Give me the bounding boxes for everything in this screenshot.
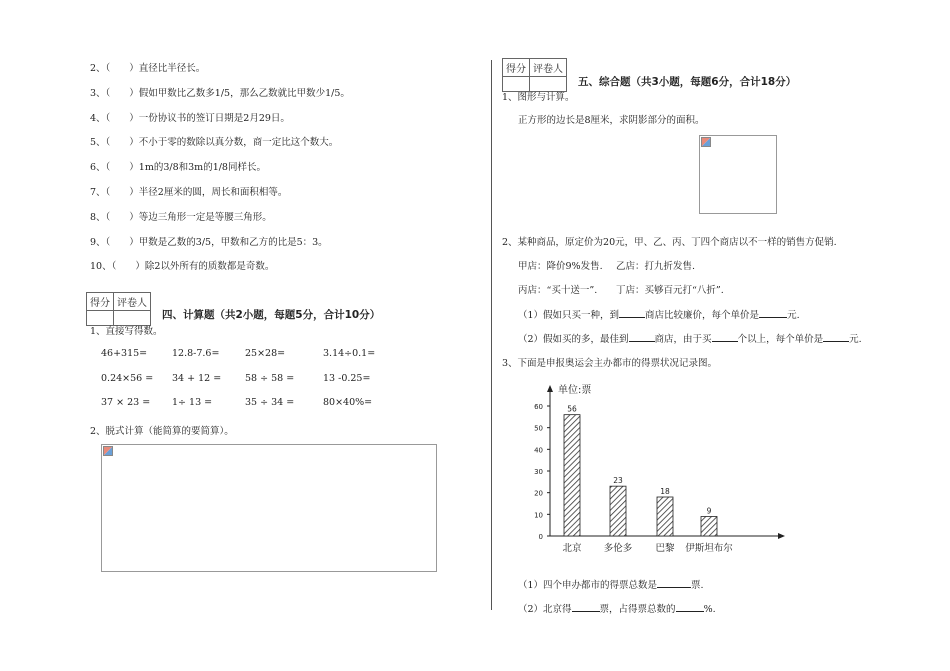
calc-expression: 25×28= [245, 348, 286, 359]
tf-item: 7、（ ）半径2厘米的圆，周长和面积相等。 [90, 187, 288, 198]
tf-item: 5、（ ）不小于零的数除以真分数，商一定比这个数大。 [90, 137, 339, 149]
blank-percent[interactable] [676, 601, 704, 612]
y-tick-label: 60 [534, 403, 543, 411]
calc-expression: 13 -0.25= [323, 373, 371, 384]
bar [701, 517, 717, 537]
q3-sub1 [518, 577, 704, 591]
category-label: 多伦多 [603, 543, 633, 554]
bar-value-label: 9 [706, 506, 712, 516]
calc-expression: 12.8-7.6= [172, 348, 220, 359]
shop-b: 乙店：打九折发售. [616, 261, 696, 272]
q2-sub1-text-a: （1）假如只买一种，到 [518, 310, 620, 321]
q3-sub2-text-a: （2）北京得 [518, 604, 572, 615]
q1-label: 1、图形与计算。 [502, 92, 575, 103]
q3-sub1-text-a: （1）四个申办都市的得票总数是 [518, 580, 658, 591]
shop-c: 丙店：“买十送一”. [518, 285, 598, 296]
q2-sub2-text-b: 商店，由于买 [654, 334, 712, 345]
y-tick-label: 0 [538, 533, 543, 541]
blank-total[interactable] [657, 577, 691, 588]
image-placeholder-icon [103, 446, 113, 456]
y-axis-arrow [547, 385, 553, 392]
section4-title: 四、计算题（共2小题，每题5分，合计10分） [162, 309, 381, 321]
blank-shop[interactable] [629, 331, 655, 342]
blank-shop[interactable] [619, 307, 645, 318]
bar-value-label: 56 [567, 404, 577, 414]
tf-item: 3、（ ）假如甲数比乙数多1/5，那么乙数就比甲数少1/5。 [90, 87, 350, 99]
calc-q2-label: 2、脱式计算（能简算的要简算）。 [90, 426, 234, 437]
grader-header: 评卷人 [530, 59, 567, 77]
y-tick-label: 10 [534, 511, 543, 520]
calc-expression: 80×40%= [323, 397, 373, 408]
y-tick-label: 30 [534, 468, 543, 476]
y-tick-label: 20 [534, 489, 543, 498]
score-box-section4 [86, 292, 151, 326]
tf-item: 10、（ ）除2以外所有的质数都是奇数。 [90, 261, 275, 273]
calc-expression: 34 + 12 = [172, 373, 222, 384]
q3-sub2-text-b: 票，占得票总数的 [599, 604, 676, 615]
calc-expression: 0.24×56 = [101, 373, 154, 384]
q3-sub1-text-b: 票. [691, 580, 704, 591]
calc-q1-label: 1、直接写得数。 [90, 326, 163, 337]
answer-box[interactable] [101, 444, 437, 572]
category-label: 北京 [562, 543, 582, 554]
image-placeholder-icon [701, 137, 711, 147]
q2-sub2-text-a: （2）假如买的多，最佳到 [518, 334, 629, 345]
calc-expression: 37 × 23 = [101, 397, 151, 408]
q2-label: 2、某种商品，原定价为20元，甲、乙、丙、丁四个商店以不一样的销售方促销. [502, 237, 837, 248]
q2-sub1-text-c: 元. [787, 310, 800, 321]
shop-a: 甲店：降价9%发售. [518, 261, 603, 272]
q3-sub2 [518, 601, 716, 615]
q2-sub2-text-d: 元. [849, 334, 862, 345]
q2-sub1 [518, 307, 800, 321]
column-divider [491, 60, 492, 610]
q3-label: 3、下面是申报奥运会主办都市的得票状况记录图。 [502, 358, 718, 369]
bar [564, 415, 580, 536]
y-tick-label: 40 [534, 446, 543, 455]
tf-item: 4、（ ）一份协议书的签订日期是2月29日。 [90, 112, 290, 124]
calc-expression: 35 ÷ 34 = [245, 397, 295, 408]
bar-value-label: 18 [660, 487, 670, 496]
shop-d: 丁店：买够百元打“八折”. [616, 285, 724, 296]
grader-header: 评卷人 [114, 293, 151, 311]
q2-sub2-text-c: 个以上，每个单价是 [737, 334, 824, 345]
category-label: 伊斯坦布尔 [685, 543, 733, 554]
y-tick-label: 50 [534, 424, 543, 433]
bar-value-label: 23 [613, 476, 623, 486]
calc-expression: 1÷ 13 = [172, 397, 213, 408]
tf-item: 6、（ ）1m的3/8和3m的1/8同样长。 [90, 162, 266, 174]
blank-count[interactable] [712, 331, 738, 342]
q2-sub1-text-b: 商店比较廉价，每个单价是 [645, 310, 760, 321]
bar [610, 486, 626, 536]
blank-price[interactable] [823, 331, 849, 342]
vote-bar-chart [510, 378, 790, 558]
tf-item: 2、（ ）直径比半径长。 [90, 63, 206, 74]
figure-box [699, 135, 777, 214]
bar [657, 497, 673, 536]
q3-sub2-text-c: %. [703, 604, 716, 615]
category-label: 巴黎 [655, 543, 675, 554]
chart-unit-title: 单位:票 [558, 385, 592, 396]
tf-item: 8、（ ）等边三角形一定是等腰三角形。 [90, 211, 272, 223]
calc-expression: 58 ÷ 58 = [245, 373, 295, 384]
tf-item: 9、（ ）甲数是乙数的3/5，甲数和乙方的比是5：3。 [90, 236, 328, 248]
score-box-section5 [502, 58, 567, 92]
calc-expression: 46+315= [101, 348, 148, 359]
blank-beijing-votes[interactable] [572, 601, 600, 612]
score-header: 得分 [503, 59, 530, 77]
q2-sub2 [518, 331, 862, 345]
calc-expression: 3.14÷0.1= [323, 348, 376, 359]
blank-price[interactable] [759, 307, 787, 318]
q1-text: 正方形的边长是8厘米，求阴影部分的面积。 [518, 115, 705, 126]
score-header: 得分 [87, 293, 114, 311]
x-axis-arrow [778, 533, 785, 539]
section5-title: 五、综合题（共3小题，每题6分，合计18分） [578, 76, 797, 88]
